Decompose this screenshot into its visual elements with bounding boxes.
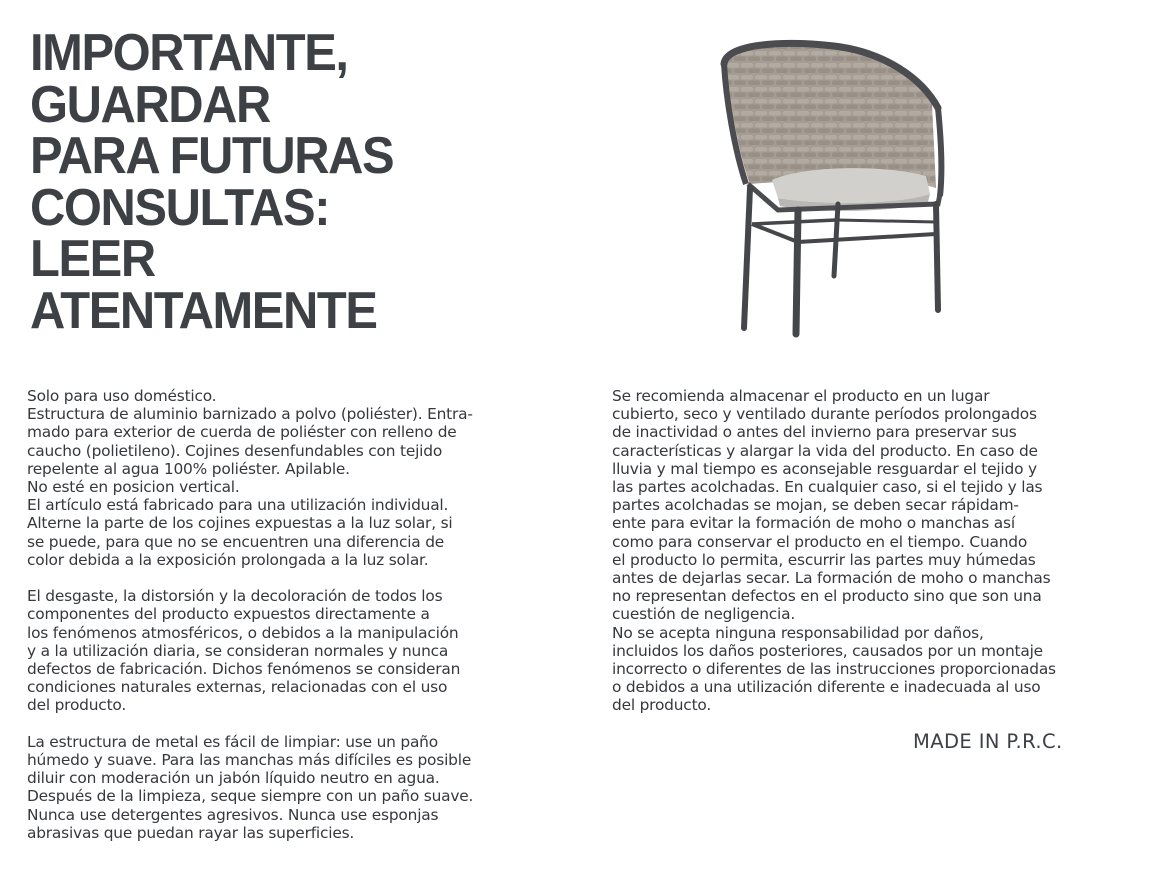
- text-line: y a la utilización diaria, se consideran normales y nunca: [27, 641, 449, 660]
- text-line: no representan defectos en el producto sino que son una: [612, 587, 1042, 606]
- text-line: cuestión de negligencia.: [612, 605, 796, 624]
- text-line: componentes del producto expuestos directamente a: [27, 605, 430, 624]
- title-line: ATENTAMENTE: [30, 281, 377, 340]
- page-title: [30, 24, 425, 340]
- text-line: Alterne la parte de los cojines expuestas a la luz solar, si: [27, 514, 453, 533]
- text-line: características y alargar la vida del producto. En caso de: [612, 441, 1038, 460]
- text-line: No esté en posicion vertical.: [27, 478, 240, 497]
- text-line: se puede, para que no se encuentren una diferencia de: [27, 532, 445, 551]
- text-line: diluir con moderación un jabón líquido neutro en agua.: [27, 769, 440, 788]
- text-line: incluidos los daños posteriores, causados por un montaje: [612, 641, 1043, 660]
- text-line: abrasivas que puedan rayar las superficies.: [27, 823, 355, 842]
- text-line: ente para evitar la formación de moho o manchas así: [612, 514, 1015, 533]
- text-line: el producto lo permita, escurrir las partes muy húmedas: [612, 550, 1036, 569]
- made-in-label: MADE IN P.R.C.: [913, 730, 1063, 753]
- text-line: defectos de fabricación. Dichos fenómenos se consideran: [27, 660, 461, 679]
- text-line: como para conservar el producto en el tiempo. Cuando: [612, 532, 1028, 551]
- title-line: GUARDAR: [30, 75, 270, 134]
- text-line: incorrecto o diferentes de las instrucciones proporcionadas: [612, 660, 1056, 679]
- text-line: o debidos a una utilización diferente e inadecuada al uso: [612, 678, 1041, 697]
- title-line: PARA FUTURAS: [30, 127, 394, 185]
- text-line: repelente al agua 100% poliéster. Apilable.: [27, 459, 350, 478]
- text-line: de inactividad o antes del invierno para preservar sus: [612, 423, 1017, 442]
- title-line: LEER: [30, 230, 155, 288]
- text-line: condiciones naturales externas, relacionadas con el uso: [27, 678, 448, 697]
- text-line: La estructura de metal es fácil de limpiar: use un paño: [27, 732, 438, 751]
- text-line: lluvia y mal tiempo es aconsejable resguardar el tejido y: [612, 459, 1037, 478]
- chair-image: [712, 38, 962, 338]
- text-line: cubierto, seco y ventilado durante períodos prolongados: [612, 405, 1037, 424]
- text-line: las partes acolchadas. En cualquier caso, si el tejido y las: [612, 478, 1043, 497]
- text-line: del producto.: [612, 696, 712, 715]
- text-line: Nunca use detergentes agresivos. Nunca use esponjas: [27, 805, 439, 824]
- text-line: Se recomienda almacenar el producto en un lugar: [612, 387, 990, 405]
- text-line: partes acolchadas se mojan, se deben secar rápidam-: [612, 496, 1019, 515]
- text-line: color debida a la exposición prolongada a la luz solar.: [27, 550, 429, 569]
- left-text-column: [27, 387, 473, 842]
- title-line: IMPORTANTE,: [30, 24, 348, 82]
- text-line: húmedo y suave. Para las manchas más difíciles es posible: [27, 751, 472, 770]
- text-line: El desgaste, la distorsión y la decoloración de todos los: [27, 587, 443, 606]
- text-line: No se acepta ninguna responsabilidad por daños,: [612, 623, 984, 642]
- text-line: antes de dejarlas secar. La formación de moho o manchas: [612, 569, 1051, 588]
- text-line: caucho (polietileno). Cojines desenfundables con tejido: [27, 441, 443, 460]
- text-line: El artículo está fabricado para una utilización individual.: [27, 496, 449, 515]
- text-line: del producto.: [27, 696, 127, 715]
- text-line: los fenómenos atmosféricos, o debidos a la manipulación: [27, 623, 459, 642]
- text-line: Después de la limpieza, seque siempre con un paño suave.: [27, 787, 474, 806]
- text-line: mado para exterior de cuerda de poliéster con relleno de: [27, 423, 457, 442]
- title-line: CONSULTAS:: [30, 178, 330, 237]
- text-line: Solo para uso doméstico.: [27, 387, 217, 405]
- text-line: Estructura de aluminio barnizado a polvo (poliéster). Entra-: [27, 405, 473, 424]
- right-text-column: [612, 387, 1056, 715]
